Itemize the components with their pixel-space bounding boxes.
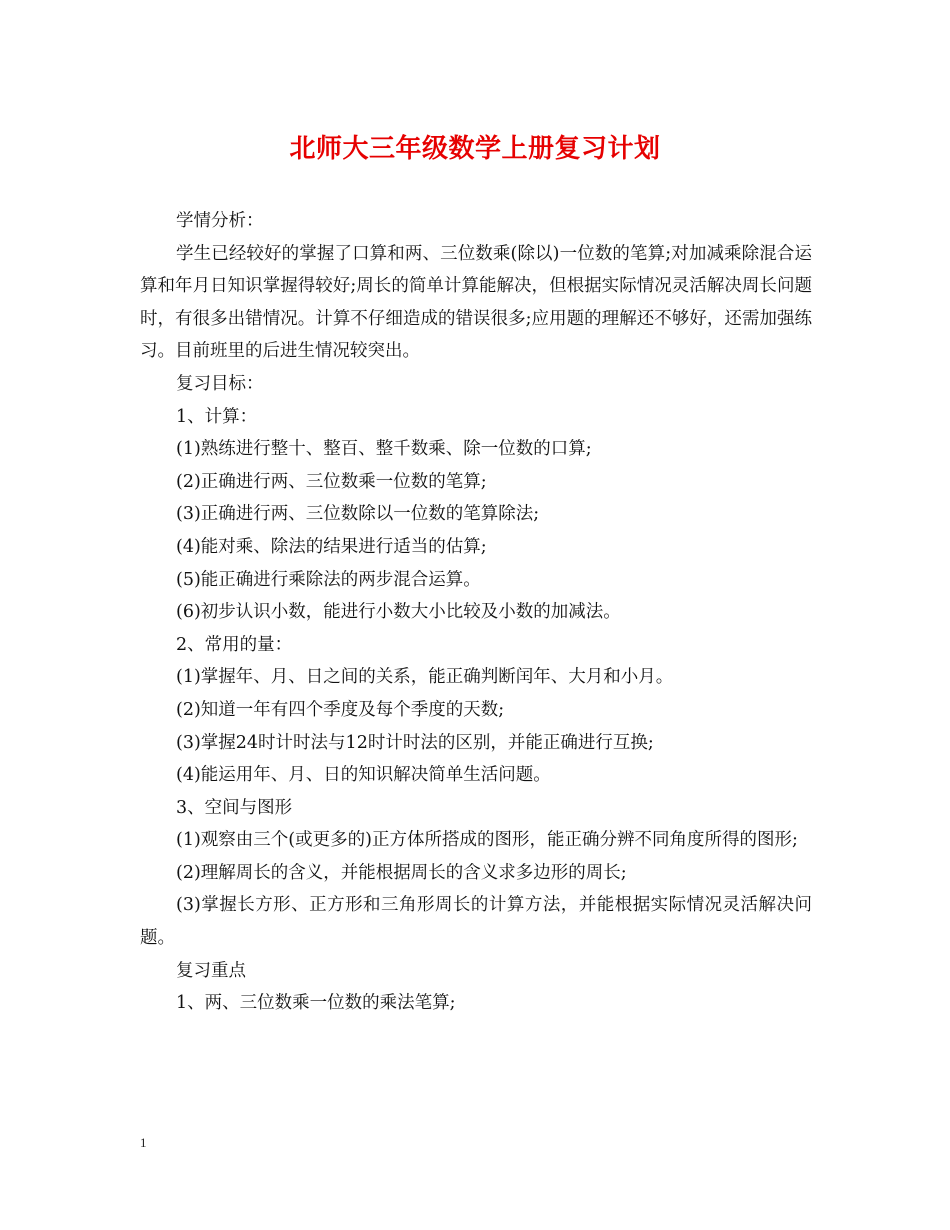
paragraph-geometry-item-1: (1)观察由三个(或更多的)正方体所搭成的图形，能正确分辨不同角度所得的图形; — [176, 830, 798, 851]
paragraph-section-calculation: 1、计算： — [176, 406, 258, 427]
paragraph-quantity-item-1: (1)掌握年、月、日之间的关系，能正确判断闰年、大月和小月。 — [176, 667, 674, 688]
paragraph-analysis-text: 学生已经较好的掌握了口算和两、三位数乘(除以)一位数的笔算;对加减乘除混合运算和年月日知识掌握得较好;周长的简单计算能解决，但根据实际情况灵活解决周长问题时，有很多出错情况。计算不仔细造成的错误很多;应用题的理解还不够好，还需加强练习。目前班里的后进生情况较突出。 — [140, 243, 812, 362]
paragraph-calc-item-5: (5)能正确进行乘除法的两步混合运算。 — [176, 569, 481, 590]
paragraph-analysis-heading: 学情分析： — [176, 211, 264, 231]
document-title: 北师大三年级数学上册复习计划 — [289, 134, 661, 164]
paragraph-review-focus-heading: 复习重点 — [176, 960, 246, 981]
paragraph-quantity-item-3: (3)掌握24时计时法与12时计时法的区别，并能正确进行互换; — [176, 732, 654, 753]
paragraph-calc-item-4: (4)能对乘、除法的结果进行适当的估算; — [176, 536, 487, 557]
paragraph-geometry-item-3: (3)掌握长方形、正方形和三角形周长的计算方法，并能根据实际情况灵活解决问题。 — [140, 895, 812, 949]
paragraph-geometry-item-2: (2)理解周长的含义，并能根据周长的含义求多边形的周长; — [176, 862, 627, 883]
paragraph-calc-item-1: (1)熟练进行整十、整百、整千数乘、除一位数的口算; — [176, 439, 592, 460]
paragraph-calc-item-2: (2)正确进行两、三位数乘一位数的笔算; — [176, 471, 487, 492]
paragraph-section-geometry: 3、空间与图形 — [176, 797, 293, 818]
paragraph-calc-item-6: (6)初步认识小数，能进行小数大小比较及小数的加减法。 — [176, 602, 621, 623]
document-body — [140, 205, 812, 1020]
paragraph-goals-heading: 复习目标： — [176, 373, 264, 394]
paragraph-quantity-item-2: (2)知道一年有四个季度及每个季度的天数; — [176, 699, 505, 720]
paragraph-section-quantities: 2、常用的量： — [176, 634, 293, 655]
page-number: 1 — [140, 1135, 147, 1150]
paragraph-focus-item-1: 1、两、三位数乘一位数的乘法笔算; — [176, 993, 456, 1014]
paragraph-quantity-item-4: (4)能运用年、月、日的知识解决简单生活问题。 — [176, 765, 551, 786]
paragraph-calc-item-3: (3)正确进行两、三位数除以一位数的笔算除法; — [176, 504, 540, 525]
